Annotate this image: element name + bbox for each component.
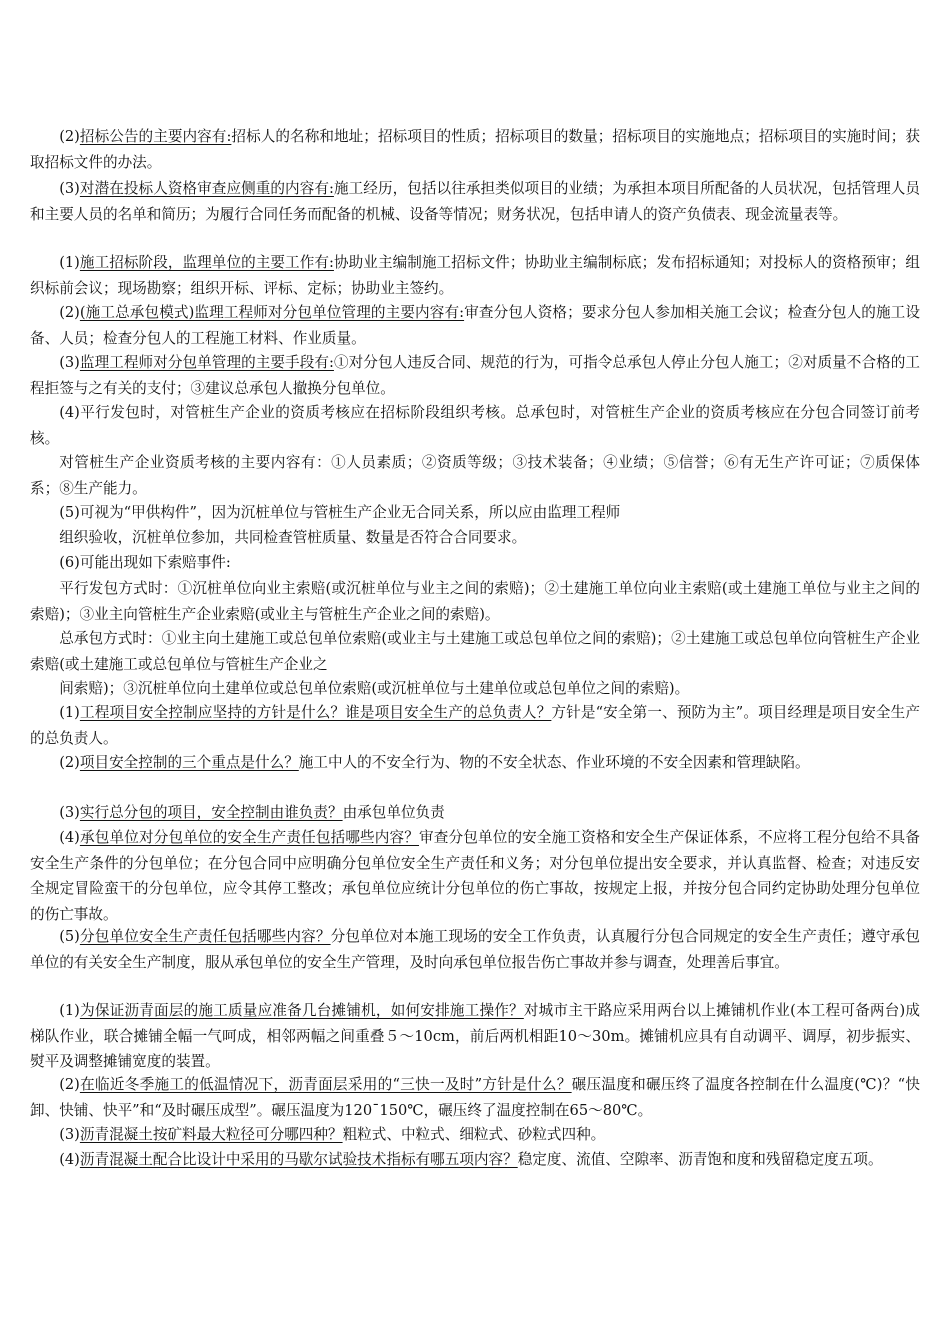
answer-text: 施工经历，包括以往承担类似项目的业绩；为承担本项目所配备的人员状况，包括管理人员和主要人员的名单和简历；为履行合同任务而配备的机械、设备等情况；财务状况，包括申请人的资产负债表、现金流量表等。 <box>30 180 920 223</box>
underlined-question: 施工招标阶段，监理单位的主要工作有: <box>79 254 334 271</box>
answer-text: 可视为“甲供构件”，因为沉桩单位与管桩生产企业无合同关系，所以应由监理工程师 <box>79 504 621 521</box>
answer-text: 总承包方式时：①业主向土建施工或总包单位索赔(或业主与土建施工或总包单位之间的索赔)；②土建施工或总包单位向管桩生产企业索赔(或土建施工或总包单位与管桩生产企业之 <box>30 630 920 673</box>
item-number: (4) <box>59 404 80 421</box>
item-number: (3) <box>59 1126 80 1143</box>
item-number: (3) <box>59 180 80 197</box>
underlined-question: 沥青混凝土配合比设计中采用的马歇尔试验技术指标有哪五项内容？ <box>79 1151 518 1168</box>
paragraph-bidder-review <box>30 176 920 227</box>
paragraph-supervision-work <box>30 250 920 301</box>
paragraph-general-contracting <box>30 626 920 677</box>
paragraph-acceptance <box>30 525 920 551</box>
paragraph-parallel-contracting <box>30 576 920 627</box>
paragraph-pile-assessment <box>30 400 920 451</box>
answer-text: 招标人的名称和地址；招标项目的性质；招标项目的数量；招标项目的实施地点；招标项目的实施时间；获取招标文件的办法。 <box>30 128 920 171</box>
item-number: (4) <box>59 829 80 846</box>
underlined-question: 监理工程师对分包单管理的主要手段有: <box>79 354 334 371</box>
answer-text: 分包单位对本施工现场的安全工作负责，认真履行分包合同规定的安全生产责任；遵守承包单位的有关安全生产制度，服从承包单位的安全生产管理，及时向承包单位报告伤亡事故并参与调查，处理善后事宜。 <box>30 928 920 971</box>
answer-text: 协助业主编制施工招标文件；协助业主编制标底；发布招标通知；对投标人的资格预审；组织标前会议；现场勘察；组织开标、评标、定标；协助业主签约。 <box>30 254 920 297</box>
answer-text: 稳定度、流值、空隙率、沥青饱和度和残留稳定度五项。 <box>517 1151 883 1168</box>
paragraph-tender-notice <box>30 124 920 175</box>
item-number: (2) <box>59 304 80 321</box>
paragraph-subcontractor-duty <box>30 924 920 975</box>
paragraph-subcontract-management <box>30 300 920 351</box>
paragraph-asphalt-types <box>30 1122 920 1148</box>
item-number: (2) <box>59 128 80 145</box>
paragraph-owner-supplied <box>30 500 920 526</box>
paragraph-contractor-duty <box>30 825 920 928</box>
paragraph-management-means <box>30 350 920 401</box>
paragraph-paver-arrangement <box>30 998 920 1075</box>
answer-text: 可能出现如下索赔事件: <box>79 554 231 571</box>
paragraph-marshall-test <box>30 1147 920 1173</box>
item-number: (5) <box>59 504 80 521</box>
item-number: (2) <box>59 754 80 771</box>
paragraph-winter-paving <box>30 1072 920 1123</box>
paragraph-safety-policy <box>30 700 920 751</box>
answer-text: 施工中人的不安全行为、物的不安全状态、作业环境的不安全因素和管理缺陷。 <box>298 754 810 771</box>
answer-text: 审查分包单位的安全施工资格和安全生产保证体系，不应将工程分包给不具备安全生产条件的分包单位；在分包合同中应明确分包单位安全生产责任和义务；对分包单位提出安全要求，并认真监督、检查；对违反安全规定冒险蛮干的分包单位，应令其停工整改；承包单位应统计分包单位的伤亡事故，按规定上报，并按分包合同约定协助处理分包单位的伤亡事故。 <box>30 829 920 924</box>
item-number: (3) <box>59 804 80 821</box>
answer-text: 对管桩生产企业资质考核的主要内容有：①人员素质；②资质等级；③技术装备；④业绩；⑤信誉；⑥有无生产许可证；⑦质保体系；⑧生产能力。 <box>30 454 920 497</box>
paragraph-safety-focus <box>30 750 920 776</box>
answer-text: 粗粒式、中粒式、细粒式、砂粒式四种。 <box>342 1126 606 1143</box>
underlined-question: 分包单位安全生产责任包括哪些内容？ <box>79 928 331 945</box>
answer-text: 方针是“安全第一、预防为主”。项目经理是项目安全生产的总负责人。 <box>30 704 920 747</box>
answer-text: 平行发包时，对管桩生产企业的资质考核应在招标阶段组织考核。总承包时，对管桩生产企业的资质考核应在分包合同签订前考核。 <box>30 404 920 447</box>
paragraph-claim-events <box>30 550 920 576</box>
underlined-question: 实行总分包的项目，安全控制由谁负责？ <box>79 804 343 821</box>
underlined-question: 项目安全控制的三个重点是什么？ <box>79 754 299 771</box>
item-number: (3) <box>59 354 80 371</box>
answer-text: 审查分包人资格；要求分包人参加相关施工会议；检查分包人的施工设备、人员；检查分包人的工程施工材料、作业质量。 <box>30 304 920 347</box>
item-number: (6) <box>59 554 80 571</box>
item-number: (1) <box>59 1002 80 1019</box>
answer-text: ①对分包人违反合同、规范的行为，可指令总承包人停止分包人施工；②对质量不合格的工程拒签与之有关的支付；③建议总承包人撤换分包单位。 <box>30 354 920 397</box>
item-number: (5) <box>59 928 80 945</box>
item-number: (1) <box>59 254 80 271</box>
paragraph-assessment-content <box>30 450 920 501</box>
paragraph-claim-continued <box>30 676 920 702</box>
item-number: (4) <box>59 1151 80 1168</box>
answer-text: 间索赔)；③沉桩单位向土建单位或总包单位索赔(或沉桩单位与土建单位或总包单位之间的索赔)。 <box>59 680 690 697</box>
underlined-question: 招标公告的主要内容有: <box>79 128 232 145</box>
answer-text: 组织验收，沉桩单位参加，共同检查管桩质量、数量是否符合合同要求。 <box>59 529 527 546</box>
answer-text: 对城市主干路应采用两台以上摊铺机作业(本工程可备两台)成梯队作业，联合摊铺全幅一气呵成，相邻两幅之间重叠５～10cm，前后两机相距10～30m。摊铺机应具有自动调平、调厚，初步振实、熨平及调整摊铺宽度的装置。 <box>30 1002 920 1071</box>
answer-text: 碾压温度和碾压终了温度各控制在什么温度(℃)？“快卸、快铺、快平”和“及时碾压成型”。碾压温度为120¯150℃，碾压终了温度控制在65～80℃。 <box>30 1076 920 1119</box>
underlined-question: 沥青混凝土按矿料最大粒径可分哪四种？ <box>79 1126 343 1143</box>
underlined-question: 为保证沥青面层的施工质量应准备几台摊铺机，如何安排施工操作？ <box>79 1002 524 1019</box>
paragraph-safety-responsibility <box>30 800 920 826</box>
underlined-question: (施工总承包模式)监理工程师对分包单位管理的主要内容有: <box>79 304 465 321</box>
answer-text: 平行发包方式时：①沉桩单位向业主索赔(或沉桩单位与业主之间的索赔)；②土建施工单位向业主索赔(或土建施工单位与业主之间的索赔)；③业主向管桩生产企业索赔(或业主与管桩生产企业之间的索赔)。 <box>30 580 920 623</box>
underlined-question: 工程项目安全控制应坚持的方针是什么？谁是项目安全生产的总负责人？ <box>79 704 552 721</box>
item-number: (1) <box>59 704 80 721</box>
underlined-question: 在临近冬季施工的低温情况下，沥青面层采用的“三快一及时”方针是什么？ <box>79 1076 572 1093</box>
underlined-question: 承包单位对分包单位的安全生产责任包括哪些内容？ <box>79 829 420 846</box>
item-number: (2) <box>59 1076 80 1093</box>
underlined-question: 对潜在投标人资格审查应侧重的内容有: <box>79 180 334 197</box>
answer-text: 由承包单位负责 <box>342 804 445 821</box>
